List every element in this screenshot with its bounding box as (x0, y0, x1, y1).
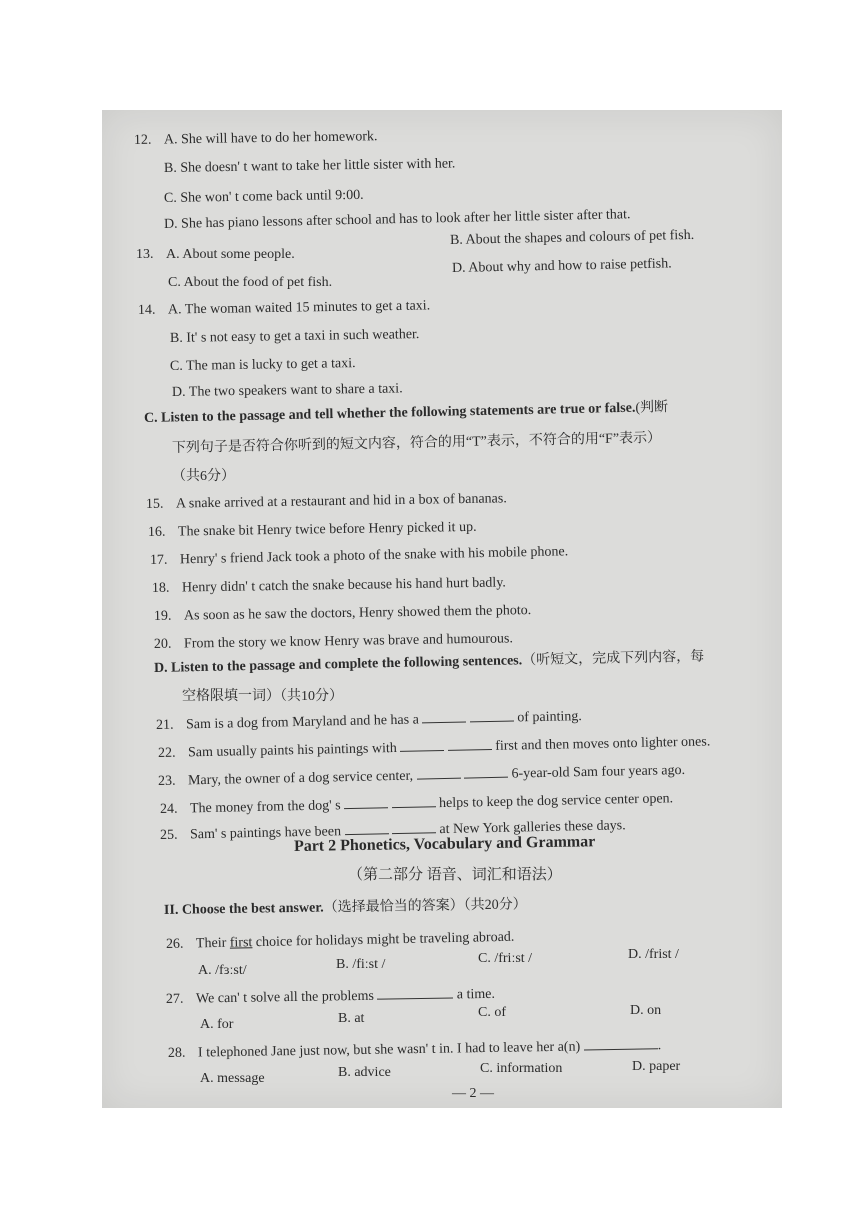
answer-blank[interactable] (391, 794, 435, 808)
section-d-instruction: 空格限填一词）（共10分） (182, 689, 343, 704)
question-28-stem: 28. I telephoned Jane just now, but she wasn' t in. I had to leave her a(n) . (167, 1038, 662, 1061)
answer-blank[interactable] (416, 766, 460, 780)
question-number: 14. (137, 302, 156, 318)
sentence-24: 24. The money from the dog' s helps to keep the dog service center open. (159, 791, 674, 817)
question-number: 21. (155, 717, 174, 733)
question-number: 26. (165, 936, 184, 952)
section-c-instruction: 下列句子是否符合你听到的短文内容，符合的用“T”表示，不符合的用“F”表示） (171, 430, 662, 456)
option-text: B. It' s not easy to get a taxi in such weather. (169, 327, 420, 346)
question-13-option-c (168, 274, 332, 292)
answer-blank[interactable] (448, 737, 492, 751)
part-2-title: Part 2 Phonetics, Vocabulary and Grammar (293, 833, 596, 855)
question-number: 16. (147, 524, 166, 540)
statement-18: 18. Henry didn' t catch the snake because his hand hurt badly. (151, 575, 506, 596)
page-number: — 2 — (452, 1086, 494, 1101)
question-26-option-a: A. /fɜːst/ (198, 963, 247, 978)
underlined-word: first (229, 935, 253, 951)
sentence-25: 25. Sam' s paintings have been at New York galleries these days. (159, 818, 626, 843)
option-text: D. She has piano lessons after school and has to look after her little sister after that. (163, 207, 631, 232)
question-number: 17. (149, 552, 168, 568)
question-14-option-c (170, 355, 356, 376)
question-12-option-c (164, 187, 364, 208)
answer-blank[interactable] (470, 709, 514, 723)
answer-blank[interactable] (464, 765, 508, 779)
answer-blank[interactable] (344, 795, 388, 809)
statement-20: 20. From the story we know Henry was brave and humourous. (153, 631, 514, 652)
option-text: A. The woman waited 15 minutes to get a taxi. (167, 298, 431, 318)
section-instruction: （听短文，完成下列内容，每 (522, 649, 705, 669)
question-12-option-b (164, 155, 456, 178)
question-number: 20. (153, 636, 172, 652)
section-title-text: C. Listen to the passage and tell whether the following statements are true or false. (143, 400, 636, 426)
question-number: 28. (167, 1045, 186, 1061)
answer-blank[interactable] (422, 710, 466, 724)
question-number: 24. (159, 801, 178, 817)
section-d-title (154, 648, 705, 678)
question-number: 27. (165, 991, 184, 1007)
question-number: 12. (133, 132, 152, 148)
question-27-option-c: C. of (478, 1005, 506, 1020)
question-14-option-a (138, 297, 430, 320)
question-14-option-b (170, 326, 420, 348)
option-text: C. She won' t come back until 9:00. (163, 187, 364, 206)
question-number: 23. (157, 773, 176, 789)
answer-blank[interactable] (377, 985, 453, 999)
option-text: D. About why and how to raise petfish. (451, 256, 672, 276)
part-2-subtitle: （第二部分 语音、词汇和语法） (348, 867, 562, 883)
answer-blank[interactable] (400, 738, 444, 752)
answer-blank[interactable] (344, 821, 388, 835)
question-27-option-b: B. at (338, 1011, 365, 1026)
question-number: 13. (136, 247, 154, 262)
question-28-option-a: A. message (200, 1071, 265, 1086)
question-26-option-b: B. /fiːst / (336, 957, 386, 972)
question-28-option-b: B. advice (338, 1065, 391, 1080)
question-14-option-d (172, 380, 403, 402)
option-text: B. About the shapes and colours of pet fish. (449, 227, 695, 248)
question-27-stem: 27. We can' t solve all the problems a time. (165, 986, 496, 1007)
answer-blank[interactable] (584, 1036, 658, 1050)
statement-15: 15. A snake arrived at a restaurant and hid in a box of bananas. (145, 491, 507, 512)
answer-blank[interactable] (392, 820, 436, 834)
sentence-23: 23. Mary, the owner of a dog service center, 6-year-old Sam four years ago. (157, 762, 686, 789)
option-text: A. About some people. (166, 247, 295, 262)
option-text: C. About the food of pet fish. (168, 275, 333, 290)
sentence-22: 22. Sam usually paints his paintings with first and then moves onto lighter ones. (157, 734, 711, 761)
question-number: 25. (159, 827, 178, 843)
statement-17: 17. Henry' s friend Jack took a photo of the snake with his mobile phone. (149, 544, 569, 568)
question-28-option-c: C. information (480, 1061, 563, 1076)
question-number: 19. (153, 608, 172, 624)
section-title-text: D. Listen to the passage and complete the following sentences. (153, 653, 523, 676)
question-26-option-c: C. /friːst / (478, 951, 533, 966)
section-instruction: (判断 (635, 400, 669, 416)
question-27-option-d: D. on (630, 1003, 662, 1018)
question-27-option-a: A. for (200, 1017, 234, 1032)
question-26-stem: 26. Their first choice for holidays might be traveling abroad. (165, 929, 515, 952)
option-text: C. The man is lucky to get a taxi. (169, 356, 356, 374)
option-text: D. The two speakers want to share a taxi. (171, 381, 403, 400)
question-13-option-d (452, 255, 672, 278)
section-c-title (144, 399, 668, 428)
option-text: B. She doesn' t want to take her little sister with her. (163, 156, 456, 176)
question-number: 22. (157, 745, 176, 761)
sentence-21: 21. Sam is a dog from Maryland and he has a of painting. (155, 709, 583, 733)
statement-16: 16. The snake bit Henry twice before Henry picked it up. (147, 519, 477, 540)
question-13-option-b (450, 227, 695, 250)
option-text: A. She will have to do her homework. (163, 129, 378, 148)
question-number: 18. (151, 580, 170, 596)
question-number: 15. (145, 496, 164, 512)
question-13-option-a (136, 246, 295, 264)
section-ii-title: II. Choose the best answer.（选择最恰当的答案）（共20分） (163, 897, 527, 918)
statement-19: 19. As soon as he saw the doctors, Henry showed them the photo. (153, 603, 532, 624)
section-c-score: （共6分） (172, 469, 235, 484)
question-26-option-d: D. /frist / (628, 947, 679, 962)
exam-page (102, 110, 782, 1108)
question-12-option-a (134, 128, 378, 150)
question-28-option-d: D. paper (632, 1059, 681, 1074)
